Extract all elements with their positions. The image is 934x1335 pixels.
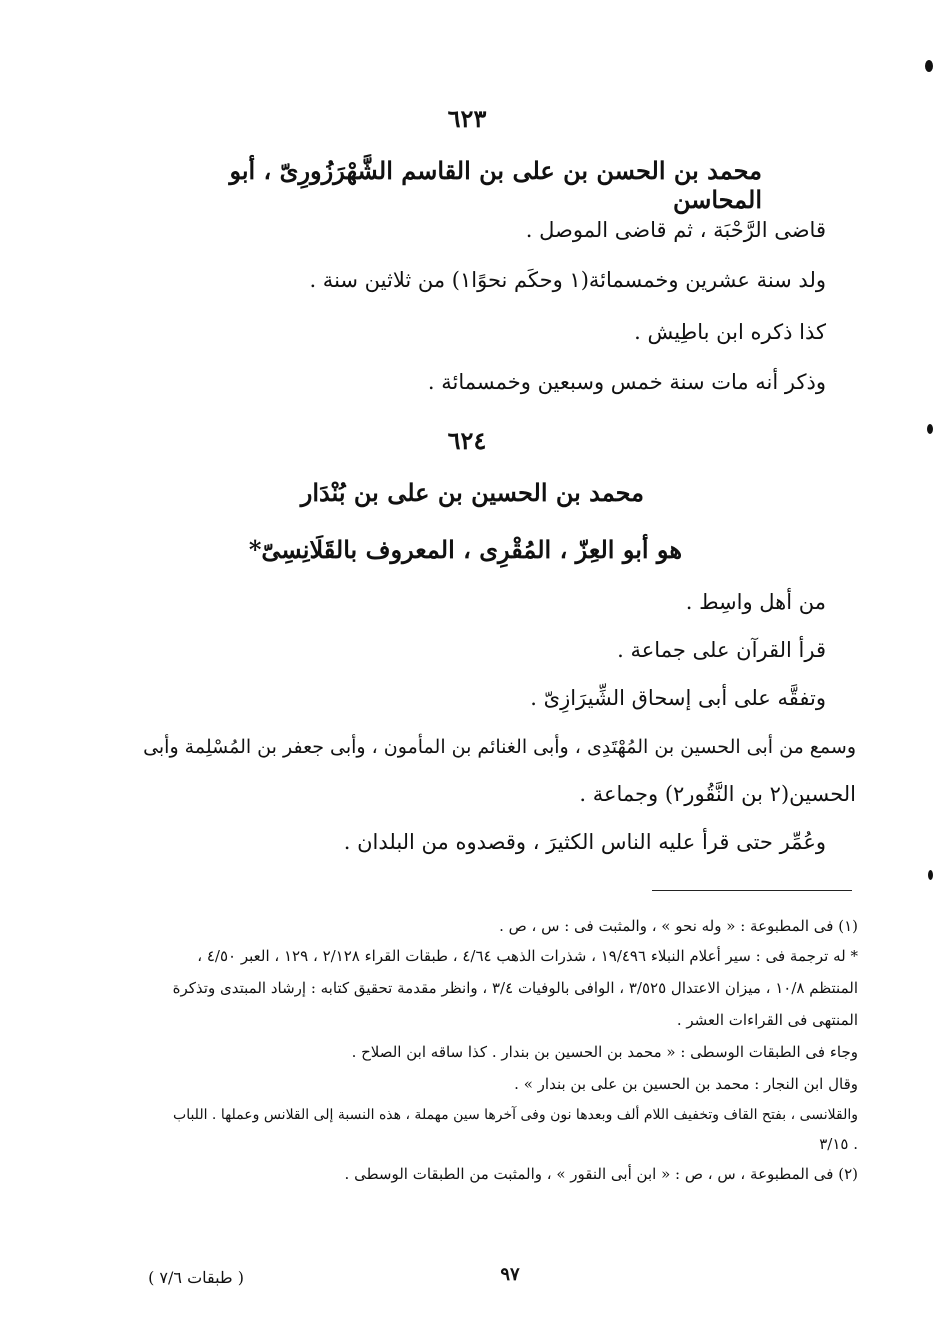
entry-number-624: ٦٢٤ xyxy=(447,426,487,455)
entry-number-623: ٦٢٣ xyxy=(447,104,487,133)
entry-624-line-4: وسمع من أبى الحسين بن المُهْتَدِى ، وأبى الغنائم بن المأمون ، وأبى جعفر بن المُسْلِمة وأبى xyxy=(143,736,856,758)
entry-623-line-4: وذكر أنه مات سنة خمس وسبعين وخمسمائة . xyxy=(427,370,826,394)
footnote-line-9: (٢) فى المطبوعة ، س ، ص : « ابن أبى النقور » ، والمثبت من الطبقات الوسطى . xyxy=(344,1165,858,1183)
footnote-line-5: وجاء فى الطبقات الوسطى : « محمد بن الحسين بن بندار . كذا ساقه ابن الصلاح . xyxy=(351,1043,858,1061)
entry-624-line-3: وتفقَّه على أبى إسحاق الشِّيرَازِىّ . xyxy=(530,686,826,710)
signature-mark: ( طبقات ٧/٦ ) xyxy=(148,1268,244,1287)
footnote-line-8: ٣/١٥ . xyxy=(819,1135,858,1153)
footnote-line-6: وقال ابن النجار : محمد بن الحسين بن على بن بندار » . xyxy=(514,1075,858,1093)
entry-subtitle-624: هو أبو العِزّ ، المُقْرِى ، المعروف بالقَلَانِسِىّ* xyxy=(248,535,682,564)
scan-mark xyxy=(928,870,933,880)
footnote-line-1: (١) فى المطبوعة : « وله نحو » ، والمثبت فى : س ، ص . xyxy=(499,917,858,935)
scan-mark xyxy=(927,424,933,434)
entry-623-line-3: كذا ذكره ابن باطِيش . xyxy=(634,320,826,344)
footnote-separator xyxy=(652,890,852,891)
footnote-line-4: المنتهى فى القراءات العشر . xyxy=(676,1011,858,1029)
entry-title-624: محمد بن الحسين بن على بن بُنْدَار xyxy=(300,478,644,507)
entry-624-line-6: وعُمِّر حتى قرأ عليه الناس الكثيرَ ، وقصدوه من البلدان . xyxy=(343,830,826,854)
entry-title-623: محمد بن الحسن بن على بن القاسم الشَّهْرَزُورِىّ ، أبو المحاسن xyxy=(229,156,762,214)
entry-623-line-1: قاضى الرَّحْبَة ، ثم قاضى الموصل . xyxy=(525,218,826,242)
footnote-line-7: والقلانسى ، بفتح القاف وتخفيف اللام ألف وبعدها نون وفى آخرها سين مهملة ، هذه النسبة إلى القلانس وعملها . اللباب xyxy=(173,1107,858,1123)
entry-623-line-2: ولد سنة عشرين وخمسمائة(١ وحكَم نحوًا١) من ثلاثين سنة . xyxy=(309,268,826,292)
page-number: ٩٧ xyxy=(500,1264,520,1285)
entry-624-line-5: الحسين(٢ بن النَّقُور٢) وجماعة . xyxy=(579,782,856,806)
entry-624-line-1: من أهل واسِط . xyxy=(685,590,826,614)
footnote-line-2: * له ترجمة فى : سير أعلام النبلاء ١٩/٤٩٦ ، شذرات الذهب ٤/٦٤ ، طبقات القراء ٢/١٢٨ ، ١٢٩ ، العبر ٤/٥٠ ، xyxy=(197,947,858,965)
entry-624-line-2: قرأ القرآن على جماعة . xyxy=(617,638,826,662)
scan-mark xyxy=(925,60,933,72)
footnote-line-3: المنتظم ١٠/٨ ، ميزان الاعتدال ٣/٥٢٥ ، الوافى بالوفيات ٣/٤ ، وانظر مقدمة تحقيق كتابه : إرشاد المبتدى وتذكرة xyxy=(172,979,858,997)
